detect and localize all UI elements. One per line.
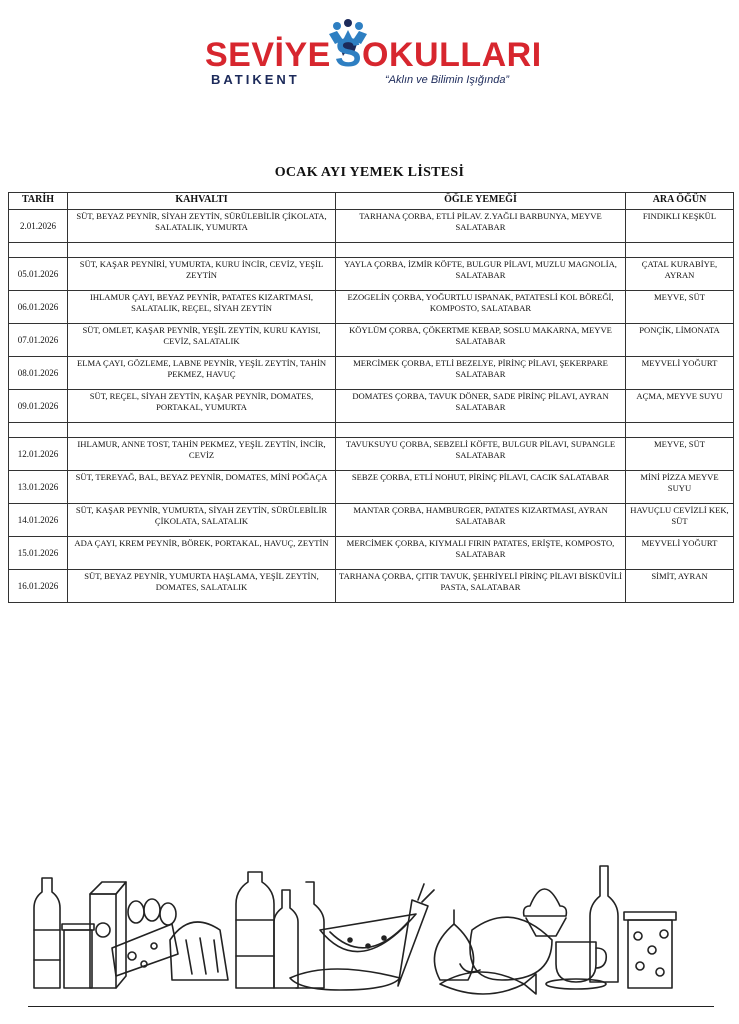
cell-breakfast <box>68 243 336 258</box>
cell-lunch: TARHANA ÇORBA, ETLİ PİLAV. Z.YAĞLI BARBUNYA, MEYVE SALATABAR <box>336 210 626 243</box>
table-row-blank <box>9 423 734 438</box>
cell-breakfast: SÜT, TEREYAĞ, BAL, BEYAZ PEYNİR, DOMATES, MİNİ POĞAÇA <box>68 471 336 504</box>
table-header-row <box>9 193 734 210</box>
header-date: TARİH <box>9 193 68 210</box>
eggs-icon <box>128 899 176 925</box>
campus-name: BATIKENT <box>211 72 300 87</box>
cell-date: 08.01.2026 <box>9 357 68 390</box>
cell-date: 09.01.2026 <box>9 390 68 423</box>
bottom-divider <box>28 1006 714 1007</box>
header-breakfast: KAHVALTI <box>68 193 336 210</box>
bottle-icon <box>34 878 60 988</box>
cell-breakfast: SÜT, BEYAZ PEYNİR, SİYAH ZEYTİN, SÜRÜLEBİLİR ÇİKOLATA, SALATALIK, YUMURTA <box>68 210 336 243</box>
header-snack: ARA ÖĞÜN <box>626 193 734 210</box>
cell-breakfast: SÜT, KAŞAR PEYNİRİ, YUMURTA, KURU İNCİR, CEVİZ, YEŞİL ZEYTİN <box>68 258 336 291</box>
table-row <box>9 324 734 357</box>
table-row <box>9 390 734 423</box>
cell-date <box>9 423 68 438</box>
cell-snack: MEYVE, SÜT <box>626 438 734 471</box>
cell-date: 06.01.2026 <box>9 291 68 324</box>
table-row <box>9 258 734 291</box>
cell-lunch <box>336 423 626 438</box>
fish-icon <box>440 972 536 994</box>
milk-carton-icon <box>90 882 126 988</box>
cell-lunch: YAYLA ÇORBA, İZMİR KÖFTE, BULGUR PİLAVI, MUZLU MAGNOLİA, SALATABAR <box>336 258 626 291</box>
table-row <box>9 504 734 537</box>
cell-breakfast <box>68 423 336 438</box>
food-illustration <box>20 860 720 1000</box>
table-row <box>9 471 734 504</box>
table-row <box>9 537 734 570</box>
cell-lunch: TAVUKSUYU ÇORBA, SEBZELİ KÖFTE, BULGUR PİLAVI, SUPANGLE SALATABAR <box>336 438 626 471</box>
cell-date: 16.01.2026 <box>9 570 68 603</box>
header-lunch: ÖĞLE YEMEĞİ <box>336 193 626 210</box>
cell-snack: SİMİT, AYRAN <box>626 570 734 603</box>
chicken-icon <box>460 917 552 980</box>
brand-part-2: OKULLARI <box>362 36 542 74</box>
table-row <box>9 570 734 603</box>
table-row <box>9 291 734 324</box>
cell-lunch: DOMATES ÇORBA, TAVUK DÖNER, SADE PİRİNÇ PİLAVI, AYRAN SALATABAR <box>336 390 626 423</box>
cell-date: 05.01.2026 <box>9 258 68 291</box>
cell-date: 12.01.2026 <box>9 438 68 471</box>
school-brand-name <box>205 31 542 75</box>
cell-breakfast: ELMA ÇAYI, GÖZLEME, LABNE PEYNİR, YEŞİL ZEYTİN, TAHİN PEKMEZ, HAVUÇ <box>68 357 336 390</box>
cell-snack: MEYVELİ YOĞURT <box>626 537 734 570</box>
watermelon-icon <box>320 914 416 952</box>
cell-snack: AÇMA, MEYVE SUYU <box>626 390 734 423</box>
school-motto: “Aklın ve Bilimin Işığında” <box>385 74 510 86</box>
cell-date: 07.01.2026 <box>9 324 68 357</box>
table-row <box>9 438 734 471</box>
cell-breakfast: SÜT, KAŞAR PEYNİR, YUMURTA, SİYAH ZEYTİN, SÜRÜLEBİLİR ÇİKOLATA, SALATALIK <box>68 504 336 537</box>
cell-lunch: MERCİMEK ÇORBA, ETLİ BEZELYE, PİRİNÇ PİLAVI, ŞEKERPARE SALATABAR <box>336 357 626 390</box>
page-title: OCAK AYI YEMEK LİSTESİ <box>274 165 465 180</box>
cell-date: 13.01.2026 <box>9 471 68 504</box>
cell-snack <box>626 423 734 438</box>
cheese-icon <box>112 924 178 976</box>
brand-part-1: SEVİYE <box>205 36 331 74</box>
cell-lunch: SEBZE ÇORBA, ETLİ NOHUT, PİRİNÇ PİLAVI, CACIK SALATABAR <box>336 471 626 504</box>
cell-lunch: MANTAR ÇORBA, HAMBURGER, PATATES KIZARTMASI, AYRAN SALATABAR <box>336 504 626 537</box>
sausage-icon <box>290 969 400 990</box>
meal-table <box>8 192 734 603</box>
carrot-icon <box>398 884 434 986</box>
cell-lunch <box>336 243 626 258</box>
cell-lunch: EZOGELİN ÇORBA, YOĞURTLU ISPANAK, PATATESLİ KOL BÖREĞİ, KOMPOSTO, SALATABAR <box>336 291 626 324</box>
brand-initial-s: S <box>334 31 363 75</box>
cell-lunch: KÖYLÜM ÇORBA, ÇÖKERTME KEBAP, SOSLU MAKARNA, MEYVE SALATABAR <box>336 324 626 357</box>
cell-snack: PONÇİK, LİMONATA <box>626 324 734 357</box>
cell-snack: MİNİ PİZZA MEYVE SUYU <box>626 471 734 504</box>
bread-icon <box>170 922 228 980</box>
cell-breakfast: SÜT, BEYAZ PEYNİR, YUMURTA HAŞLAMA, YEŞİL ZEYTİN, DOMATES, SALATALIK <box>68 570 336 603</box>
table-row <box>9 210 734 243</box>
ice-cream-icon <box>524 889 567 936</box>
school-logo <box>205 18 545 88</box>
cell-snack: MEYVELİ YOĞURT <box>626 357 734 390</box>
cell-date: 14.01.2026 <box>9 504 68 537</box>
cell-lunch: MERCİMEK ÇORBA, KIYMALI FIRIN PATATES, ERİŞTE, KOMPOSTO, SALATABAR <box>336 537 626 570</box>
oil-bottle-icon <box>274 882 324 988</box>
cell-snack: MEYVE, SÜT <box>626 291 734 324</box>
cell-snack <box>626 243 734 258</box>
pickle-jar-icon <box>624 912 676 988</box>
milk-bottle-icon <box>236 872 274 988</box>
cell-date: 2.01.2026 <box>9 210 68 243</box>
cell-breakfast: ADA ÇAYI, KREM PEYNİR, BÖREK, PORTAKAL, HAVUÇ, ZEYTİN <box>68 537 336 570</box>
cell-date <box>9 243 68 258</box>
onion-icon <box>434 910 473 980</box>
cell-date: 15.01.2026 <box>9 537 68 570</box>
cell-breakfast: IHLAMUR ÇAYI, BEYAZ PEYNİR, PATATES KIZARTMASI, SALATALIK, REÇEL, SİYAH ZEYTİN <box>68 291 336 324</box>
cell-breakfast: SÜT, REÇEL, SİYAH ZEYTİN, KAŞAR PEYNİR, DOMATES, PORTAKAL, YUMURTA <box>68 390 336 423</box>
cell-snack: HAVUÇLU CEVİZLİ KEK, SÜT <box>626 504 734 537</box>
cell-snack: ÇATAL KURABİYE, AYRAN <box>626 258 734 291</box>
cell-snack: FINDIKLI KEŞKÜL <box>626 210 734 243</box>
table-row-blank <box>9 243 734 258</box>
table-row <box>9 357 734 390</box>
cell-breakfast: IHLAMUR, ANNE TOST, TAHİN PEKMEZ, YEŞİL ZEYTİN, İNCİR, CEVİZ <box>68 438 336 471</box>
cell-breakfast: SÜT, OMLET, KAŞAR PEYNİR, YEŞİL ZEYTİN, KURU KAYISI, CEVİZ, SALATALIK <box>68 324 336 357</box>
cell-lunch: TARHANA ÇORBA, ÇITIR TAVUK, ŞEHRİYELİ PİRİNÇ PİLAVI BİSKÜVİLİ PASTA, SALATABAR <box>336 570 626 603</box>
